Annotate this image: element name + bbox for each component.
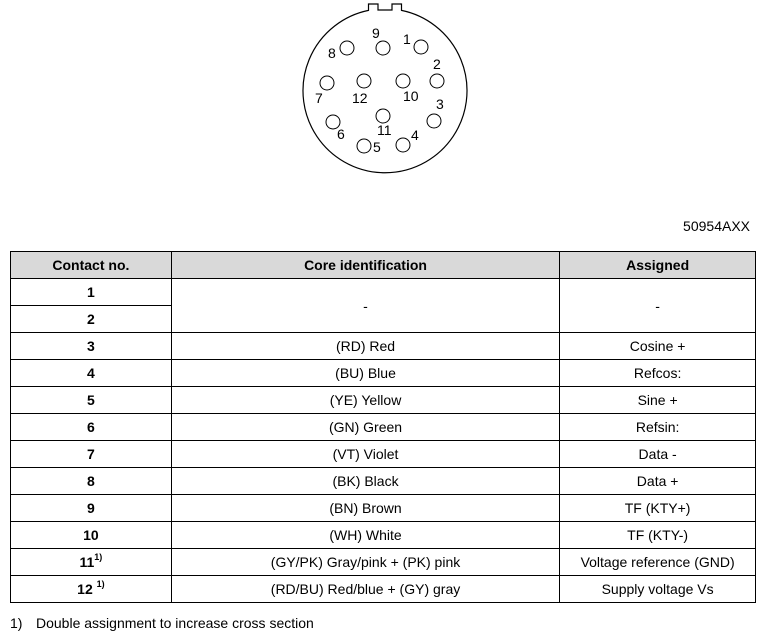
contact-number: 12 [77,581,97,597]
assigned-cell: Cosine + [560,333,756,360]
pin-hole-5 [357,139,371,153]
pin-hole-7 [320,76,334,90]
assigned-cell: Voltage reference (GND) [560,549,756,576]
header-assigned: Assigned [560,252,756,279]
table-row [11,360,756,387]
contact-cell: 7 [11,441,172,468]
core-cell: (VT) Violet [171,441,559,468]
connector-pin-diagram [290,2,470,182]
footnote [10,615,314,631]
assigned-cell: Data - [560,441,756,468]
assigned-cell: Sine + [560,387,756,414]
table-row [11,387,756,414]
contact-number: 11 [79,554,95,570]
assigned-cell: Data + [560,468,756,495]
pin-hole-2 [430,74,444,88]
contact-cell: 1 [11,279,172,306]
contact-cell: 6 [11,414,172,441]
contact-cell: 8 [11,468,172,495]
footnote-ref: 1) [96,579,105,589]
contact-cell: 5 [11,387,172,414]
table-row [11,441,756,468]
assigned-cell: TF (KTY+) [560,495,756,522]
pin-hole-9 [376,41,390,55]
pin-hole-3 [427,114,441,128]
pin-label-9: 9 [372,25,380,41]
footnote-mark: 1) [10,615,23,631]
core-cell: (WH) White [171,522,559,549]
table-row [11,468,756,495]
core-cell: (BN) Brown [171,495,559,522]
assigned-cell: Refsin: [560,414,756,441]
core-cell: (RD/BU) Red/blue + (GY) gray [171,576,559,603]
pin-label-6: 6 [337,126,345,142]
table-row [11,522,756,549]
pin-hole-8 [340,41,354,55]
assigned-cell: Refcos: [560,360,756,387]
contact-cell [11,549,172,576]
pin-label-10: 10 [403,88,419,104]
contact-cell: 4 [11,360,172,387]
pin-label-3: 3 [436,96,444,112]
assigned-cell: - [560,279,756,333]
table-row [11,576,756,603]
figure-id: 50954AXX [683,218,750,234]
pin-label-2: 2 [433,56,441,72]
pin-label-12: 12 [352,90,368,106]
core-cell: (YE) Yellow [171,387,559,414]
core-cell: (GY/PK) Gray/pink + (PK) pink [171,549,559,576]
pin-hole-4 [396,138,410,152]
table-header-row [11,252,756,279]
pin-label-8: 8 [328,45,336,61]
pin-hole-10 [396,74,410,88]
contact-cell [11,576,172,603]
table-row [11,549,756,576]
assigned-cell: Supply voltage Vs [560,576,756,603]
core-cell: (GN) Green [171,414,559,441]
pin-assignment-table [10,251,756,603]
pin-label-1: 1 [403,31,411,47]
contact-cell: 2 [11,306,172,333]
table-row [11,279,756,306]
table-row [11,495,756,522]
footnote-ref: 1) [94,552,103,562]
pin-label-11: 11 [377,122,392,138]
table-row [11,414,756,441]
footnote-text: Double assignment to increase cross section [36,615,314,631]
pin-label-7: 7 [315,90,323,106]
contact-cell: 9 [11,495,172,522]
table-row [11,333,756,360]
core-cell: (BU) Blue [171,360,559,387]
pin-label-5: 5 [373,139,381,155]
core-cell: (BK) Black [171,468,559,495]
core-cell: - [171,279,559,333]
contact-cell: 10 [11,522,172,549]
header-contact-no: Contact no. [11,252,172,279]
pin-hole-12 [357,74,371,88]
contact-cell: 3 [11,333,172,360]
pin-hole-11 [376,109,390,123]
header-core-identification: Core identification [171,252,559,279]
pin-hole-1 [414,40,428,54]
pin-label-4: 4 [411,127,419,143]
core-cell: (RD) Red [171,333,559,360]
assigned-cell: TF (KTY-) [560,522,756,549]
